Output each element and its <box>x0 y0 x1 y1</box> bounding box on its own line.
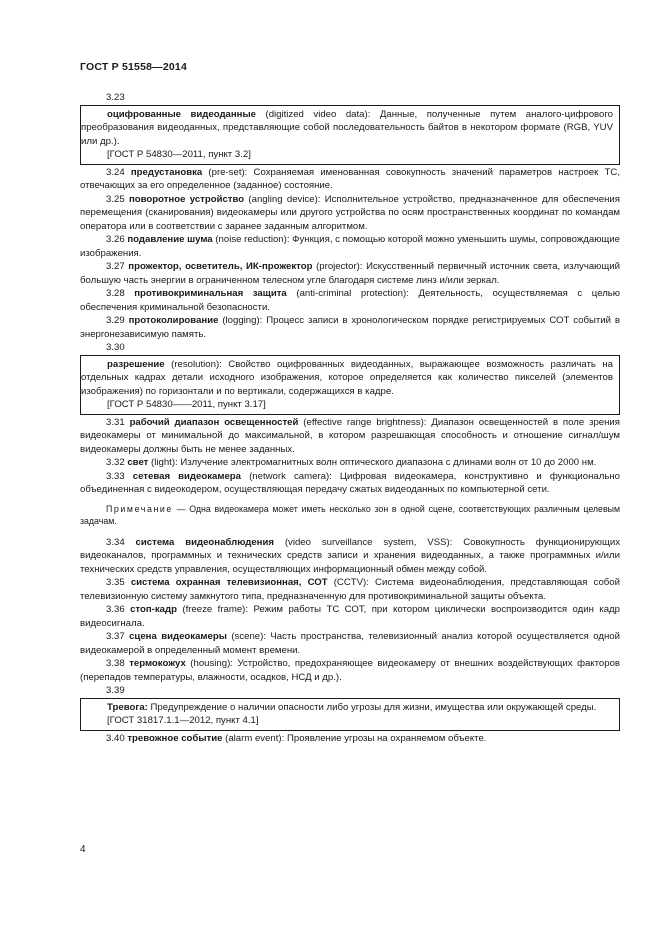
term-box-3-30 <box>80 355 620 415</box>
term-title: разрешение <box>107 358 165 370</box>
term-number: 3.31 <box>106 416 130 428</box>
term-title: термокожух <box>129 658 186 669</box>
term-definition: (pre-set): Сохраняемая именованная совокупность значений параметров настроек ТС, отвечающих за его определенное (заданное) состояние. <box>80 166 620 191</box>
term-number: 3.40 <box>106 732 128 744</box>
term-definition: (effective range brightness): Диапазон освещенностей в поле зрения видеокамеры от минимальной до максимальной, в котором разрешающая способность и отношение сигнал/шум видеокамеры должны быть не менее заданных. <box>80 416 620 455</box>
term-3-37 <box>80 630 620 657</box>
term-3-28 <box>80 287 620 314</box>
term-number: 3.36 <box>106 604 131 615</box>
term-number: 3.37 <box>106 631 130 642</box>
term-reference: [ГОСТ Р 54830——2011, пункт 3.17] <box>107 399 266 410</box>
term-title: система охранная телевизионная, СОТ <box>130 577 328 588</box>
term-3-36 <box>80 603 620 630</box>
term-title: протоколирование <box>128 315 219 326</box>
term-title: предустановка <box>130 166 203 178</box>
term-number: 3.35 <box>106 577 131 588</box>
term-3-29 <box>80 314 620 341</box>
document-header: ГОСТ Р 51558—2014 <box>80 61 188 73</box>
term-definition: (scene): Часть пространства, телевизионный анализ которой осуществляется одной видеокамерой в определенный момент времени. <box>80 631 620 656</box>
term-title: противокриминальная защита <box>134 288 287 299</box>
term-reference: [ГОСТ Р 54830—2011, пункт 3.2] <box>107 149 251 160</box>
term-number-3-39: 3.39 <box>106 685 125 696</box>
term-3-27 <box>80 260 620 287</box>
term-box-3-39 <box>80 698 620 731</box>
term-title: тревожное событие <box>127 732 223 744</box>
term-title: оцифрованные видеоданные <box>107 108 256 120</box>
term-definition: (CCTV): Система видеонаблюдения, представляющая собой телевизионную систему замкнутого типа, предназначенную для противокриминальной защиты объекта. <box>80 577 620 602</box>
term-title: сетевая видеокамера <box>132 470 241 482</box>
term-3-33 <box>80 470 620 497</box>
term-number: 3.29 <box>106 315 129 326</box>
term-box-3-23 <box>80 105 620 165</box>
page-number: 4 <box>80 844 86 855</box>
term-3-34 <box>80 536 620 577</box>
note <box>80 503 620 528</box>
term-3-35 <box>80 576 620 603</box>
term-title: свет <box>127 457 149 468</box>
term-number: 3.26 <box>106 234 128 245</box>
term-reference: [ГОСТ 31817.1.1—2012, пункт 4.1] <box>107 715 259 726</box>
term-definition: (digitized video data): Данные, полученные путем аналого-цифрового преобразования видеоданных, представляющие собой последовательность байтов в некотором формате (RGB, YUV или др.). <box>81 108 613 147</box>
term-title: стоп-кадр <box>130 604 177 615</box>
term-number-3-23: 3.23 <box>106 92 125 103</box>
term-definition: (light): Излучение электромагнитных волн оптического диапазона с длинами волн от 10 до 2000 нм. <box>148 457 597 468</box>
term-title: прожектор, осветитель, ИК-прожектор <box>128 261 313 272</box>
term-title: сцена видеокамеры <box>129 631 227 642</box>
term-definition: (resolution): Свойство оцифрованных видеоданных, выражающее возможность различать на отдельных кадрах детали исходного изображения, которое определяется как количество пикселей (элементов изображения) по горизонтали и по вертикали, содержащихся в кадре. <box>81 358 613 397</box>
term-definition: (angling device): Исполнительное устройство, предназначенное для обеспечения перемещения (сканирования) видеокамеры или другого устройства по осям пространственных координат по командам оператора или в соответствии с заранее заданным алгоритмом. <box>80 193 620 232</box>
term-definition: (anti-criminal protection): Деятельность, осуществляемая с целью обеспечения криминальной безопасности. <box>80 288 620 313</box>
term-3-30 <box>81 358 613 399</box>
term-definition: (noise reduction): Функция, с помощью которой можно уменьшить шумы, сопровождающие изображения. <box>80 234 621 259</box>
term-3-25 <box>80 193 620 234</box>
term-title: подавление шума <box>127 234 213 245</box>
term-number: 3.28 <box>106 288 135 299</box>
term-3-32 <box>80 456 620 470</box>
term-definition: (video surveillance system, VSS): Совокупность функционирующих видеоканалов, программных и технических средств записи и хранения видеоданных, а также программных и/или технических средств управления, осуществляющих информационный обмен между собой. <box>80 536 620 575</box>
term-definition: (network camera): Цифровая видеокамера, конструктивно и функционально объединенная с видеокодером, осуществляющая передачу сжатых видеоданных по компьютерной сети. <box>80 470 620 495</box>
term-definition: (logging): Процесс записи в хронологическом порядке регистрируемых СОТ событий в энергонезависимую память. <box>80 315 620 340</box>
term-number: 3.27 <box>106 261 129 272</box>
term-definition: (freeze frame): Режим работы ТС СОТ, при котором циклически воспроизводится один кадр видеосигнала. <box>80 604 620 629</box>
note-text: — Одна видеокамера может иметь несколько зон в одной сцене, соответствующих различным целевым задачам. <box>80 503 620 526</box>
term-number: 3.24 <box>106 166 131 178</box>
term-number: 3.32 <box>106 457 128 468</box>
term-3-31 <box>80 416 620 457</box>
term-number-3-30: 3.30 <box>106 342 125 353</box>
term-number: 3.38 <box>106 658 130 669</box>
term-definition: (alarm event): Проявление угрозы на охраняемом объекте. <box>222 732 487 744</box>
term-3-24 <box>80 166 620 193</box>
note-label: Примечание <box>106 503 173 514</box>
term-3-26 <box>80 233 620 260</box>
term-definition: (projector): Искусственный первичный источник света, излучающий большую часть энергии в ограниченном телесном угле благодаря системе линз и/или зеркал. <box>80 261 620 286</box>
term-title: Тревога: <box>107 701 148 713</box>
term-number: 3.34 <box>106 536 136 548</box>
term-number: 3.25 <box>106 193 129 205</box>
term-title: поворотное устройство <box>128 193 245 205</box>
term-3-39 <box>81 701 613 715</box>
term-title: система видеонаблюдения <box>135 536 274 548</box>
term-definition: Предупреждение о наличии опасности либо угрозы для жизни, имущества или окружающей среды. <box>147 701 597 713</box>
term-definition: (housing): Устройство, предохраняющее видеокамеру от внешних воздействующих факторов (перепадов температуры, влажности, осадков, НСД и др.). <box>80 658 621 683</box>
term-3-40 <box>80 732 620 746</box>
term-number: 3.33 <box>106 470 133 482</box>
term-3-23 <box>81 108 613 149</box>
term-title: рабочий диапазон освещенностей <box>129 416 299 428</box>
document-content <box>80 91 620 745</box>
term-3-38 <box>80 657 620 684</box>
